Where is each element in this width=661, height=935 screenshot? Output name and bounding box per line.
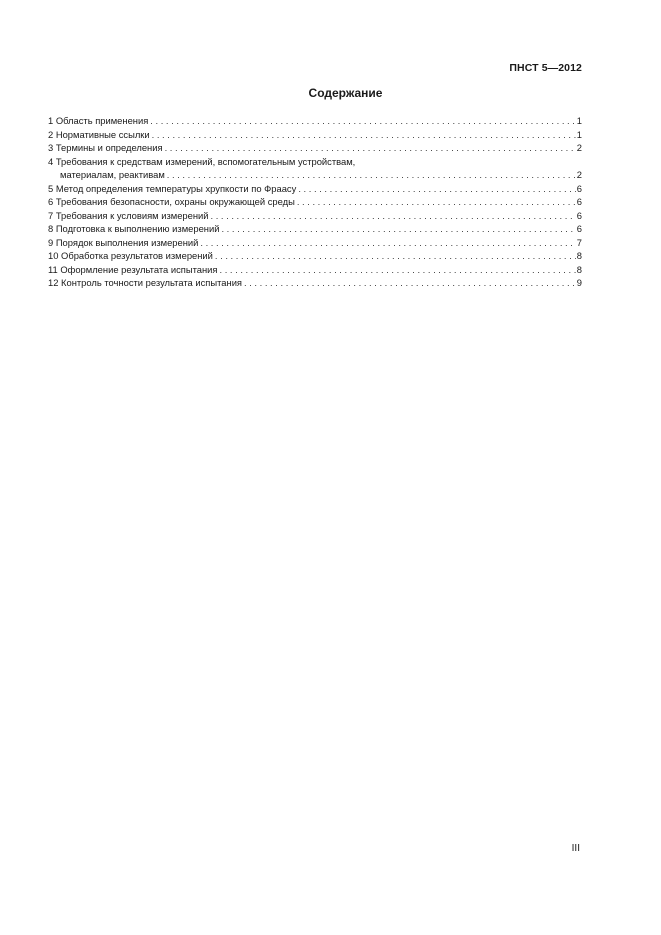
toc-entry-page: 1	[576, 115, 582, 126]
toc-title-text: Содержание	[308, 86, 383, 100]
toc-leader-dots	[244, 276, 576, 290]
toc-entry-page: 1	[576, 128, 582, 140]
toc-entry-text: 12 Контроль точности результата испытания	[48, 277, 243, 288]
toc-entry-text: 6 Требования безопасности, охраны окружающей среды	[48, 196, 295, 207]
toc-leader-dots	[297, 195, 576, 209]
toc-entry-text: 7 Требования к условиям измерений	[48, 209, 209, 221]
toc-entry-page: 6	[576, 182, 582, 194]
toc-entry-7[interactable]	[48, 209, 582, 223]
toc-leader-dots	[215, 249, 576, 263]
toc-list	[48, 114, 582, 290]
toc-title	[0, 86, 661, 100]
toc-entry-text: 8 Подготовка к выполнению измерений	[48, 223, 220, 234]
toc-entry-page: 2	[576, 142, 582, 153]
toc-entry-page: 6	[576, 209, 582, 221]
toc-entry-4[interactable]	[48, 155, 582, 169]
toc-entry-3[interactable]	[48, 141, 582, 155]
toc-entry-page: 7	[576, 236, 582, 248]
toc-leader-dots	[221, 222, 575, 236]
toc-entry-5[interactable]	[48, 182, 582, 196]
document-code: ПНСТ 5—2012	[509, 62, 582, 74]
toc-entry-9[interactable]	[48, 236, 582, 250]
toc-entry-text: 5 Метод определения температуры хрупкости по Фраасу	[48, 182, 297, 194]
toc-entry-10[interactable]	[48, 249, 582, 263]
toc-leader-dots	[219, 263, 575, 277]
toc-leader-dots	[200, 236, 575, 250]
toc-entry-text: 3 Термины и определения	[48, 142, 163, 153]
toc-entry-2[interactable]	[48, 128, 582, 142]
toc-entry-11[interactable]	[48, 263, 582, 277]
toc-leader-dots	[298, 182, 575, 196]
toc-leader-dots	[165, 141, 576, 155]
toc-entry-text: 11 Оформление результата испытания	[48, 263, 218, 275]
toc-entry-text: 9 Порядок выполнения измерений	[48, 236, 199, 248]
toc-entry-page: 8	[576, 250, 582, 261]
toc-entry-text: 10 Обработка результатов измерений	[48, 250, 213, 261]
toc-entry-12[interactable]	[48, 276, 582, 290]
toc-leader-dots	[167, 168, 576, 182]
toc-entry-text: материалам, реактивам	[60, 169, 165, 180]
toc-entry-page: 6	[576, 196, 582, 207]
toc-entry-1[interactable]	[48, 114, 582, 128]
toc-entry-text: 4 Требования к средствам измерений, вспомогательным устройствам,	[48, 155, 356, 167]
toc-leader-dots	[152, 128, 576, 142]
page-number: III	[571, 843, 580, 854]
toc-entry-4-continuation[interactable]	[48, 168, 582, 182]
toc-entry-text: 2 Нормативные ссылки	[48, 128, 150, 140]
toc-entry-page: 2	[576, 169, 582, 180]
toc-entry-page: 6	[576, 223, 582, 234]
toc-entry-page: 8	[576, 263, 582, 275]
toc-leader-dots	[211, 209, 576, 223]
toc-entry-6[interactable]	[48, 195, 582, 209]
toc-leader-dots	[150, 114, 575, 128]
toc-entry-8[interactable]	[48, 222, 582, 236]
toc-entry-text: 1 Область применения	[48, 115, 149, 126]
toc-entry-page: 9	[576, 277, 582, 288]
